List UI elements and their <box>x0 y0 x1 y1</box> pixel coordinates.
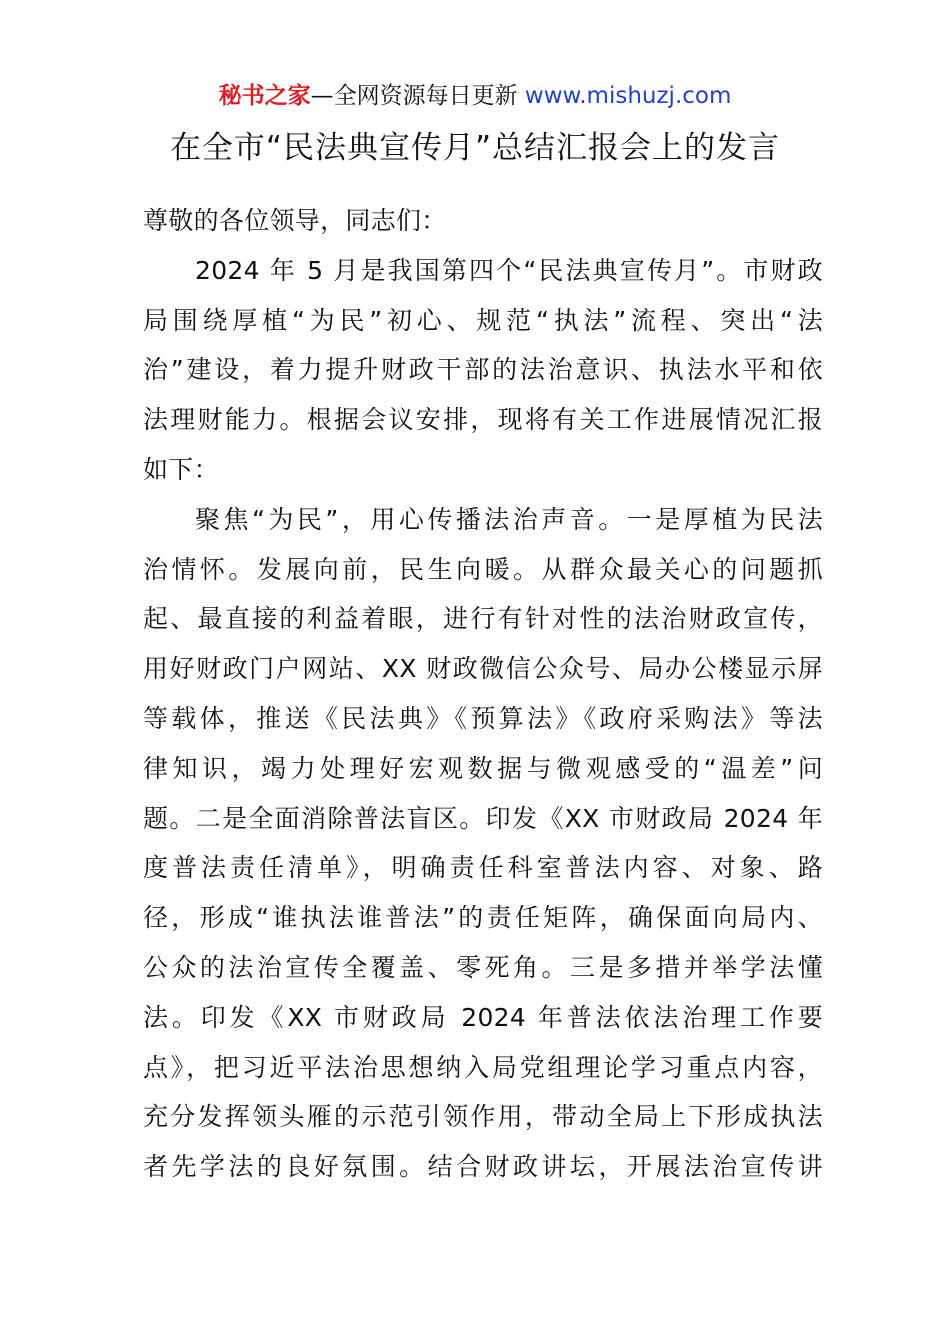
body-line: 律知识，竭力处理好宏观数据与微观感受的“温差”问 <box>143 753 823 783</box>
body-line: 局围绕厚植“为民”初心、规范“执法”流程、突出“法 <box>143 305 823 335</box>
site-brand: 秘书之家 <box>218 83 311 109</box>
body-line: 2024 年 5 月是我国第四个“民法典宣传月”。市财政 <box>195 255 823 285</box>
body-line: 治”建设，着力提升财政干部的法治意识、执法水平和依 <box>143 355 823 385</box>
body-line: 等载体，推送《民法典》《预算法》《政府采购法》等法 <box>143 703 823 733</box>
body-line: 起、最直接的利益着眼，进行有针对性的法治财政宣传， <box>143 604 823 634</box>
body-line: 度普法责任清单》，明确责任科室普法内容、对象、路 <box>143 853 823 883</box>
site-url-link[interactable]: www.mishuzj.com <box>524 83 732 109</box>
body-line: 公众的法治宣传全覆盖、零死角。三是多措并举学法懂 <box>143 952 823 982</box>
body-line: 聚焦“为民”，用心传播法治声音。一是厚植为民法 <box>195 504 823 534</box>
body-line: 法理财能力。根据会议安排，现将有关工作进展情况汇报 <box>143 405 823 435</box>
body-line: 者先学法的良好氛围。结合财政讲坛，开展法治宣传讲 <box>143 1152 823 1182</box>
body-line: 法。印发《XX 市财政局 2024 年普法依法治理工作要 <box>143 1002 823 1032</box>
body-line: 用好财政门户网站、XX 财政微信公众号、局办公楼显示屏 <box>143 654 823 684</box>
body-line: 题。二是全面消除普法盲区。印发《XX 市财政局 2024 年 <box>143 803 823 833</box>
site-tagline: —全网资源每日更新 <box>310 83 518 109</box>
body-line: 治情怀。发展向前，民生向暖。从群众最关心的问题抓 <box>143 554 823 584</box>
salutation-line: 尊敬的各位领导，同志们： <box>143 206 447 235</box>
body-line: 如下： <box>143 454 219 484</box>
body-line: 点》，把习近平法治思想纳入局党组理论学习重点内容， <box>143 1052 823 1082</box>
site-header <box>0 80 950 112</box>
body-line: 充分发挥领头雁的示范引领作用，带动全局上下形成执法 <box>143 1102 823 1132</box>
body-line: 径，形成“谁执法谁普法”的责任矩阵，确保面向局内、 <box>143 903 823 933</box>
document-title: 在全市“民法典宣传月”总结汇报会上的发言 <box>169 130 781 166</box>
document-body <box>143 196 823 1192</box>
